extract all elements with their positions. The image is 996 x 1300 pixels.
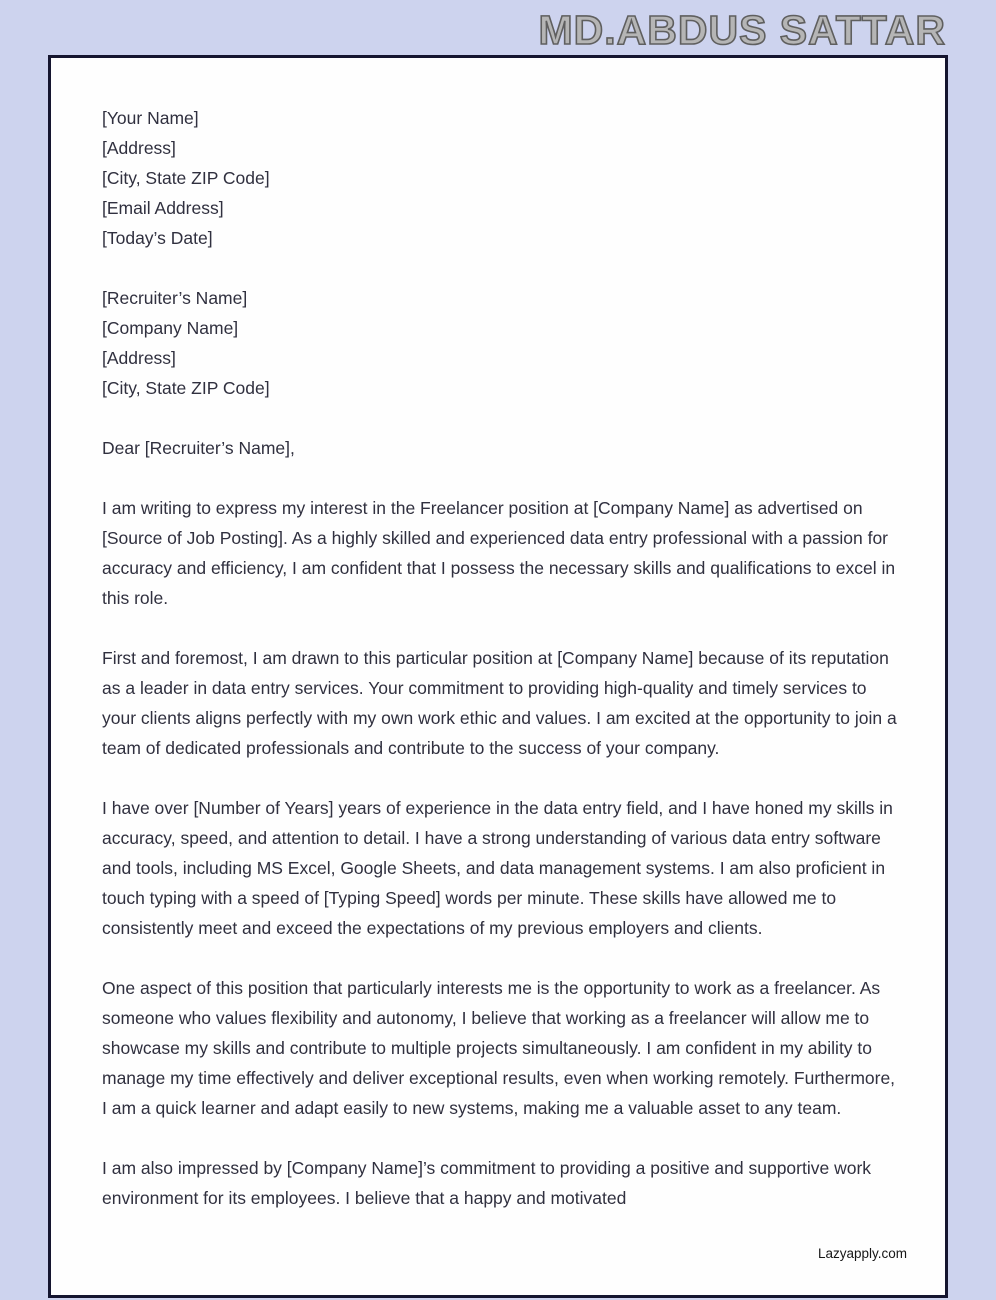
brand-title: MD.ABDUS SATTAR xyxy=(538,7,946,53)
salutation: Dear [Recruiter’s Name], xyxy=(102,438,295,458)
letter-paragraph: I have over [Number of Years] years of experience in the data entry field, and I have honed my skills in accuracy, speed, and attention to detail. I have a strong understanding of various data entry software and tools, including MS Excel, Google Sheets, and data management systems. I am also proficient in touch typing with a speed of [Typing Speed] words per minute. These skills have allowed me to consistently meet and exceed the expectations of my previous employers and clients. xyxy=(102,798,893,938)
letter-body xyxy=(102,103,902,1213)
letter-document xyxy=(48,55,948,1298)
sender-address-block xyxy=(102,103,902,253)
sender-address-line: [Your Name] xyxy=(102,108,199,128)
recipient-address-line: [Company Name] xyxy=(102,318,239,338)
watermark-text: Lazyapply.com xyxy=(812,1246,907,1261)
recipient-address-line: [Recruiter’s Name] xyxy=(102,288,248,308)
recipient-address-line: [Address] xyxy=(102,348,176,368)
sender-address-line: [Today’s Date] xyxy=(102,228,213,248)
letter-paragraph: First and foremost, I am drawn to this particular position at [Company Name] because of its reputation as a leader in data entry services. Your commitment to providing high-quality and timely services to your clients aligns perfectly with my own work ethic and values. I am excited at the opportunity to join a team of dedicated professionals and contribute to the success of your company. xyxy=(102,648,897,758)
letter-paragraph: One aspect of this position that particularly interests me is the opportunity to work as a freelancer. As someone who values flexibility and autonomy, I believe that working as a freelancer will allow me to showcase my skills and contribute to multiple projects simultaneously. I am confident in my ability to manage my time effectively and deliver exceptional results, even when working remotely. Furthermore, I am a quick learner and adapt easily to new systems, making me a valuable asset to any team. xyxy=(102,978,896,1118)
sender-address-line: [Email Address] xyxy=(102,198,224,218)
letter-paragraph: I am writing to express my interest in the Freelancer position at [Company Name] as advertised on [Source of Job Posting]. As a highly skilled and experienced data entry professional with a passion for accuracy and efficiency, I am confident that I possess the necessary skills and qualifications to excel in this role. xyxy=(102,498,896,608)
sender-address-line: [Address] xyxy=(102,138,176,158)
letter-paragraphs xyxy=(102,493,902,1213)
recipient-address-block xyxy=(102,283,902,403)
letter-paragraph: I am also impressed by [Company Name]’s commitment to providing a positive and supportive work environment for its employees. I believe that a happy and motivated xyxy=(102,1158,872,1208)
sender-address-line: [City, State ZIP Code] xyxy=(102,168,270,188)
recipient-address-line: [City, State ZIP Code] xyxy=(102,378,270,398)
